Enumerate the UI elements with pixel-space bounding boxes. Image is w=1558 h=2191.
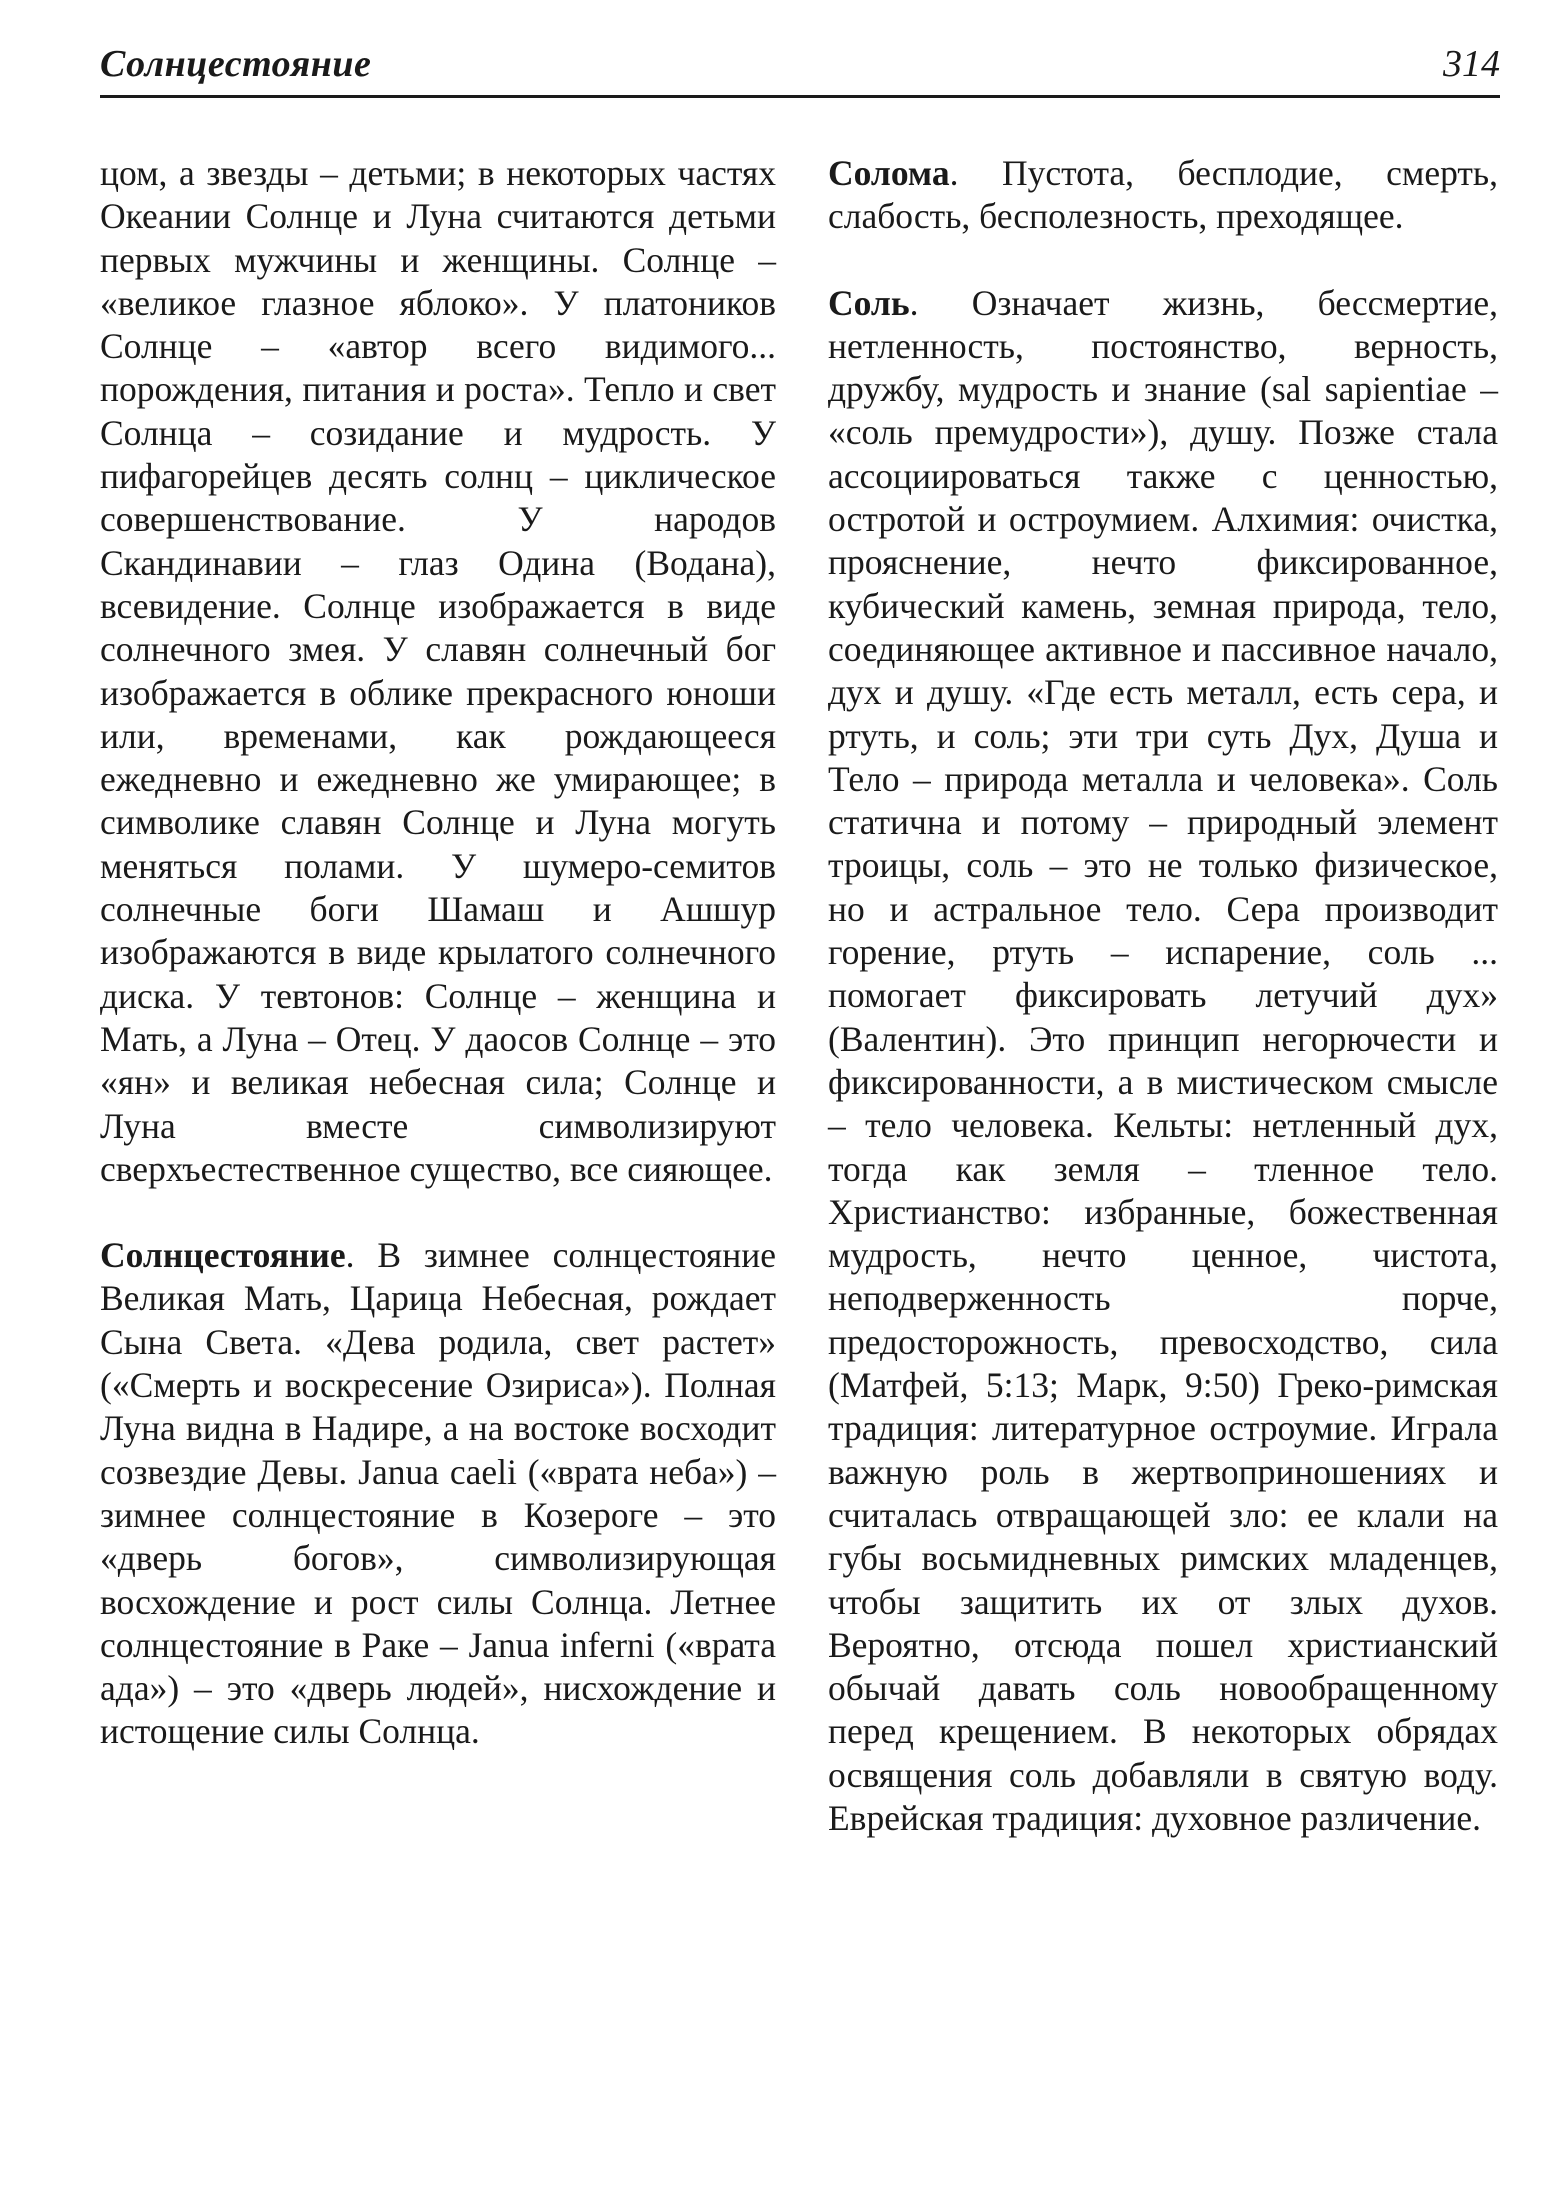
- entry-salt: [828, 282, 1498, 1841]
- right-column: [828, 152, 1498, 1883]
- entry-text: цом, а звезды – детьми; в некоторых частях Океании Солнце и Луна считаются детьми первых мужчины и женщины. Солнце – «великое глазное яблоко». У платоников Солнце – «автор всего видимого... порождения, питания и роста». Тепло и свет Солнца – созидание и мудрость. У пифагорейцев десять солнц – циклическое совершенствование. У народов Скандинавии – глаз Одина (Водана), всевидение. Солнце изображается в виде солнечного змея. У славян солнечный бог изображается в облике прекрасного юноши или, временами, как рождающееся ежедневно и ежедневно же умирающее; в символике славян Солнце и Луна могуть меняться полами. У шумеро-семитов солнечные боги Шамаш и Ашшур изображаются в виде крылатого солнечного диска. У тевтонов: Солнце – женщина и Мать, а Луна – Отец. У даосов Солнце – это «ян» и великая небесная сила; Солнце и Луна вместе символизируют сверхъестественное существо, все сияющее.: [100, 153, 776, 1189]
- running-title: Солнцестояние: [100, 43, 372, 85]
- entry-term: Солома: [828, 153, 950, 193]
- entry-sun-continuation: [100, 152, 776, 1191]
- entry-solstice: [100, 1234, 776, 1754]
- header-rule: [100, 95, 1500, 98]
- entry-definition: . В зимнее солнцестояние Великая Мать, Царица Небесная, рождает Сына Света. «Дева родила, свет растет» («Смерть и воскресение Озириса»). Полная Луна видна в Надире, а на востоке восходит созвездие Девы. Janua caeli («врата неба») – зимнее солнцестояние в Козероге – это «дверь богов», символизирующая восхождение и рост силы Солнца. Летнее солнцестояние в Раке – Janua inferni («врата ада») – это «дверь людей», нисхождение и истощение силы Солнца.: [100, 1235, 776, 1752]
- entry-term: Соль: [828, 282, 910, 323]
- entry-definition: . Означает жизнь, бессмертие, нетленность, постоянство, верность, дружбу, мудрость и знание (sal sapientiae – «соль премудрости»), душу. Позже стала ассоциироваться также с ценностью, остротой и остроумием. Алхимия: очистка, прояснение, нечто фиксированное, кубический камень, земная природа, тело, соединяющее активное и пассивное начало, дух и душу. «Где есть металл, есть сера, и ртуть, и соль; эти три суть Дух, Душа и Тело – природа металла и человека». Соль статична и потому – природный элемент троицы, соль – это не только физическое, но и астральное тело. Сера производит горение, ртуть – испарение, соль ... помогает фиксировать летучий дух» (Валентин). Это принцип негорючести и фиксированности, а в мистическом смысле – тело человека. Кельты: нетленный дух, тогда как земля – тленное тело. Христианство: избранные, божественная мудрость, нечто ценное, чистота, неподверженность порче, предосторожность, превосходство, сила (Матфей, 5:13; Марк, 9:50) Греко-римская традиция: литературное остроумие. Играла важную роль в жертвоприношениях и считалась отвращающей зло: ее клали на губы восьмидневных римских младенцев, чтобы защитить их от злых духов. Вероятно, отсюда пошел христианский обычай давать соль новообращенному перед крещением. В некоторых обрядах освящения соль добавляли в святую воду. Еврейская традиция: духовное различение.: [828, 282, 1498, 1838]
- entry-term: Солнцестояние: [100, 1235, 346, 1276]
- left-column: [100, 152, 776, 1797]
- entry-straw: [828, 152, 1498, 239]
- page-header: [100, 38, 1500, 98]
- entry-definition: . Пустота, бесплодие, смерть, слабость, бесполезность, преходящее.: [828, 153, 1498, 237]
- page-number: 314: [1443, 43, 1500, 85]
